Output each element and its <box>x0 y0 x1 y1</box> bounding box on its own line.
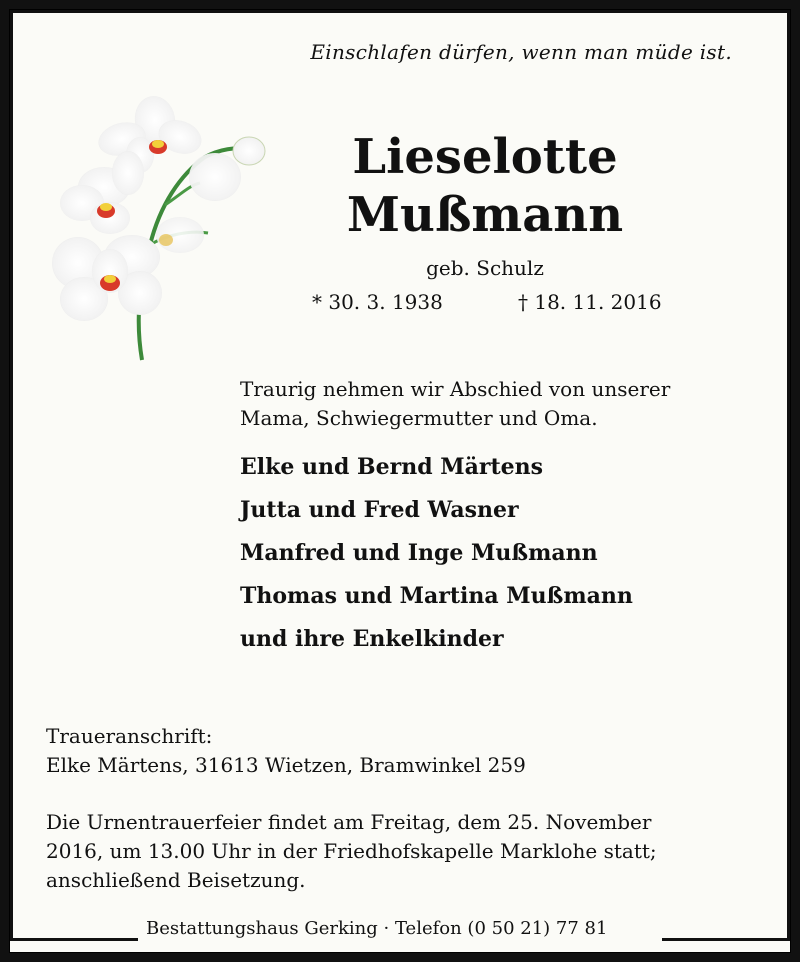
intro-line: Mama, Schwiegermutter und Oma. <box>240 406 598 430</box>
mourner-line: und ihre Enkelkinder <box>240 626 504 652</box>
orchid-flower-top <box>95 95 206 173</box>
maiden-name: geb. Schulz <box>426 256 544 280</box>
orchid-flower-middle <box>60 151 144 234</box>
mourner-line: Manfred und Inge Mußmann <box>240 540 598 566</box>
mourner-line: Thomas und Martina Mußmann <box>240 583 633 609</box>
ceremony-line: anschließend Beisetzung. <box>46 868 306 892</box>
funeral-home-footer: Bestattungshaus Gerking · Telefon (0 50 21) 77 81 <box>146 918 608 939</box>
ceremony-line: Die Urnentrauerfeier findet am Freitag, dem 25. November <box>46 810 652 834</box>
frame-left-border <box>10 10 13 941</box>
mourner-line: Elke und Bernd Märtens <box>240 454 544 480</box>
orchid-flower-bottom <box>52 235 162 321</box>
frame-bottom-left-border <box>10 938 138 941</box>
birth-date: * 30. 3. 1938 <box>312 290 443 314</box>
frame-right-border <box>787 10 790 941</box>
motto: Einschlafen dürfen, wenn man müde ist. <box>310 40 732 64</box>
mourner-line: Jutta und Fred Wasner <box>240 497 519 523</box>
deceased-name <box>325 128 645 244</box>
intro-line: Traurig nehmen wir Abschied von unserer <box>240 377 671 401</box>
death-date: † 18. 11. 2016 <box>518 290 662 314</box>
orchid-icon <box>40 95 280 365</box>
ceremony-line: 2016, um 13.00 Uhr in der Friedhofskapelle Marklohe statt; <box>46 839 657 863</box>
mourning-address <box>46 722 526 780</box>
last-name: Mußmann <box>346 187 624 243</box>
address-value: Elke Märtens, 31613 Wietzen, Bramwinkel 259 <box>46 753 526 777</box>
frame-bottom-right-border <box>662 938 790 941</box>
first-name: Lieselotte <box>352 129 618 185</box>
address-label: Traueranschrift: <box>46 724 213 748</box>
frame-top-border <box>10 10 790 13</box>
mourners-list <box>240 446 633 661</box>
ceremony-info <box>46 808 756 895</box>
intro-text <box>240 375 770 433</box>
